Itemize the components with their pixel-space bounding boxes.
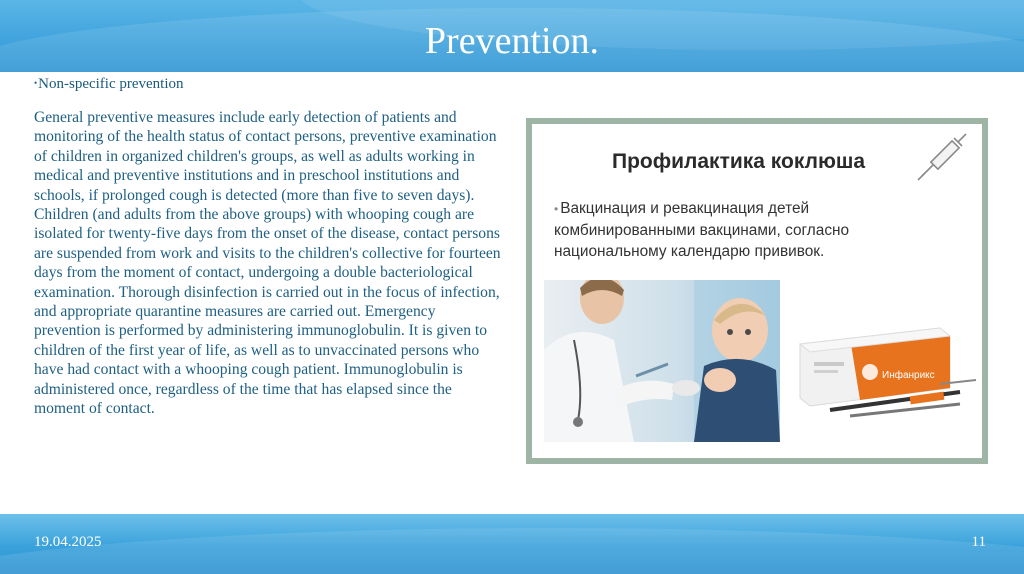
body-paragraph: General preventive measures include early detection of patients and monitoring of the health status of contact persons, preventive examination of children in organized children's groups, as well as adults working in medical and preventive institutions and in preschool institutions and schools, if prolonged cough is detected (more than five to seven days). Children (and adults from the above groups) with whooping cough are isolated for twenty-five days from the onset of the disease, contact persons are suspended from work and visits to the children's collective for fourteen days from the moment of contact, undergoing a double bacteriological examination. Thorough disinfection is carried out in the focus of infection, and appropriate quarantine measures are carried out. Emergency prevention is performed by administering immunoglobulin. It is given to children of the first year of life, as well as to unvaccinated persons who have had contact with a whooping cough patient. Immunoglobulin is administered once, regardless of the time that has elapsed since the moment of contact.	[34, 109, 501, 418]
vaccine-package	[790, 314, 980, 429]
slide-title: Prevention.	[424, 20, 600, 62]
footer-band	[0, 514, 1024, 574]
subheading-text: Non-specific prevention	[38, 76, 184, 92]
footer-date: 19.04.2025	[34, 534, 102, 550]
page-number: 11	[971, 534, 986, 550]
bullet-icon: •	[34, 78, 38, 88]
doctor-child-illustration	[544, 280, 780, 442]
figure-title: Профилактика коклюша	[612, 150, 866, 173]
vaccination-photo	[544, 280, 780, 442]
figure-text-body: Вакцинация и ревакцинация детей комбинированными вакцинами, согласно национальному календарю прививок.	[554, 200, 850, 260]
syringe-icon	[910, 128, 970, 188]
vaccine-brand-label: Инфанрикс	[882, 370, 935, 381]
subheading	[34, 76, 184, 93]
figure-text	[554, 198, 884, 262]
bullet-icon: •	[554, 202, 559, 216]
prevention-figure	[526, 118, 988, 464]
